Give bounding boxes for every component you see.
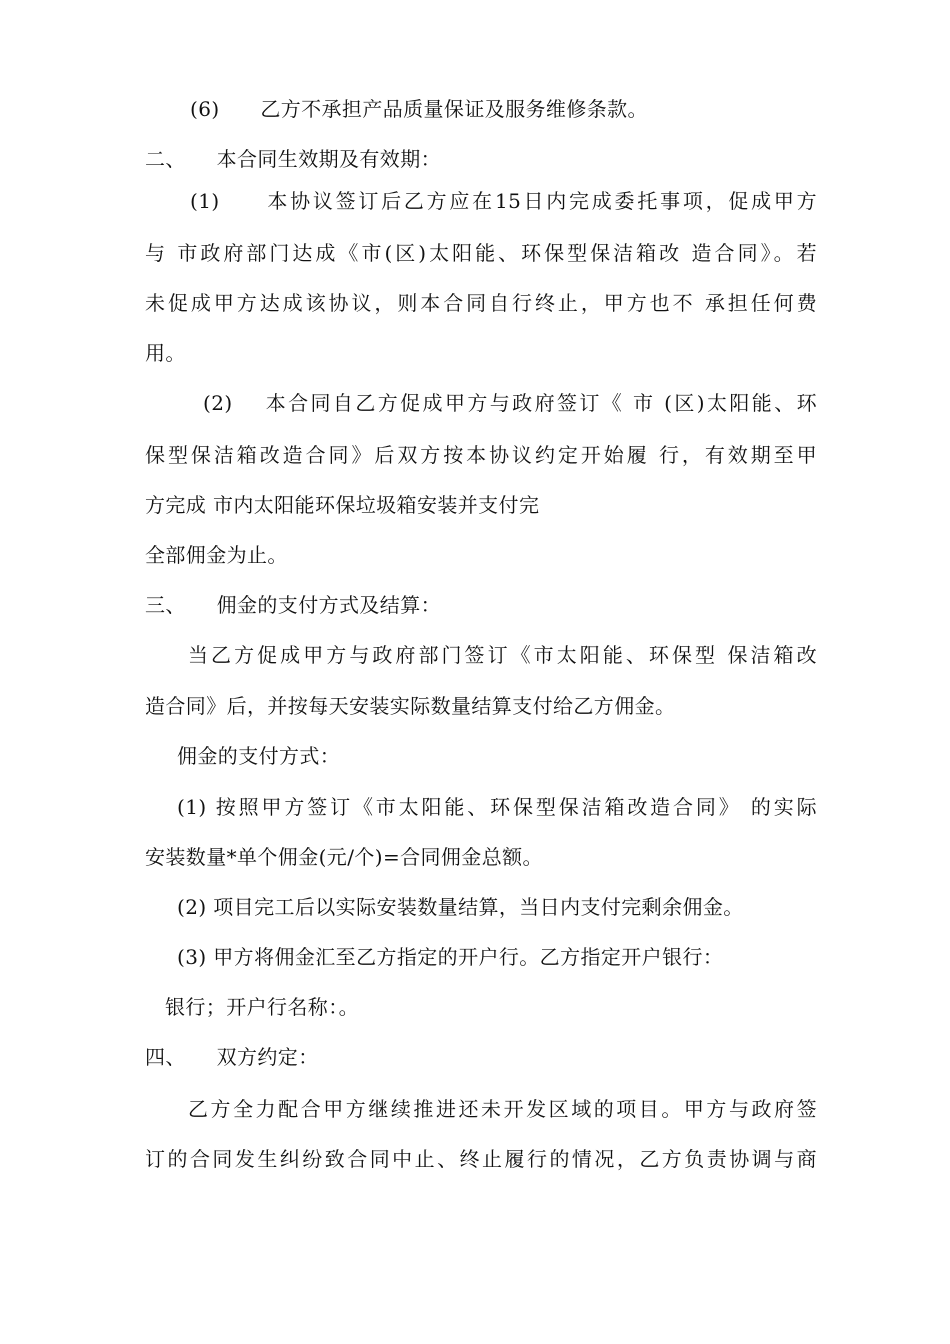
section-4-heading: 四、 双方约定： bbox=[145, 1045, 319, 1069]
section-3-para-line-2: 造合同》后，并按每天安装实际数量结算支付给乙方佣金。 bbox=[145, 694, 676, 718]
payment-item-1-line-2: 安装数量*单个佣金(元/个)=合同佣金总额。 bbox=[145, 845, 543, 869]
clause-2-2-line-4: 全部佣金为止。 bbox=[145, 543, 288, 567]
bank-account-line: 银行；开户行名称：。 bbox=[165, 995, 359, 1019]
clause-2-2-line-2: 保型保洁箱改造合同》后双方按本协议约定开始履 行，有效期至甲 bbox=[145, 443, 817, 467]
clause-2-2-line-3: 方完成 市内太阳能环保垃圾箱安装并支付完 bbox=[145, 493, 540, 517]
payment-item-2: (2) 项目完工后以实际安装数量结算，当日内支付完剩余佣金。 bbox=[177, 895, 744, 919]
clause-2-1-line-4: 用。 bbox=[145, 341, 186, 365]
payment-item-1-line-1: (1) 按照甲方签订《市太阳能、环保型保洁箱改造合同》 的实际 bbox=[177, 795, 817, 819]
clause-2-2-line-1: (2) 本合同自乙方促成甲方与政府签订《 市 (区)太阳能、环 bbox=[203, 391, 817, 415]
section-3-heading: 三、 佣金的支付方式及结算： bbox=[145, 593, 441, 617]
section-4-para-line-1: 乙方全力配合甲方继续推进还未开发区域的项目。甲方与政府签 bbox=[188, 1097, 817, 1121]
payment-method-label: 佣金的支付方式： bbox=[177, 744, 341, 768]
section-3-para-line-1: 当乙方促成甲方与政府部门签订《市太阳能、环保型 保洁箱改 bbox=[188, 643, 817, 667]
clause-2-1-line-2: 与 市政府部门达成《市(区)太阳能、环保型保洁箱改 造合同》。若 bbox=[145, 241, 817, 265]
clause-2-1-line-1: (1) 本协议签订后乙方应在15日内完成委托事项，促成甲方 bbox=[190, 189, 817, 213]
clause-1-6: (6) 乙方不承担产品质量保证及服务维修条款。 bbox=[190, 97, 648, 121]
section-2-heading: 二、 本合同生效期及有效期： bbox=[145, 147, 441, 171]
payment-item-3: (3) 甲方将佣金汇至乙方指定的开户行。乙方指定开户银行： bbox=[177, 945, 724, 969]
section-4-para-line-2: 订的合同发生纠纷致合同中止、终止履行的情况，乙方负责协调与商 bbox=[145, 1147, 817, 1171]
clause-2-1-line-3: 未促成甲方达成该协议，则本合同自行终止，甲方也不 承担任何费 bbox=[145, 291, 817, 315]
